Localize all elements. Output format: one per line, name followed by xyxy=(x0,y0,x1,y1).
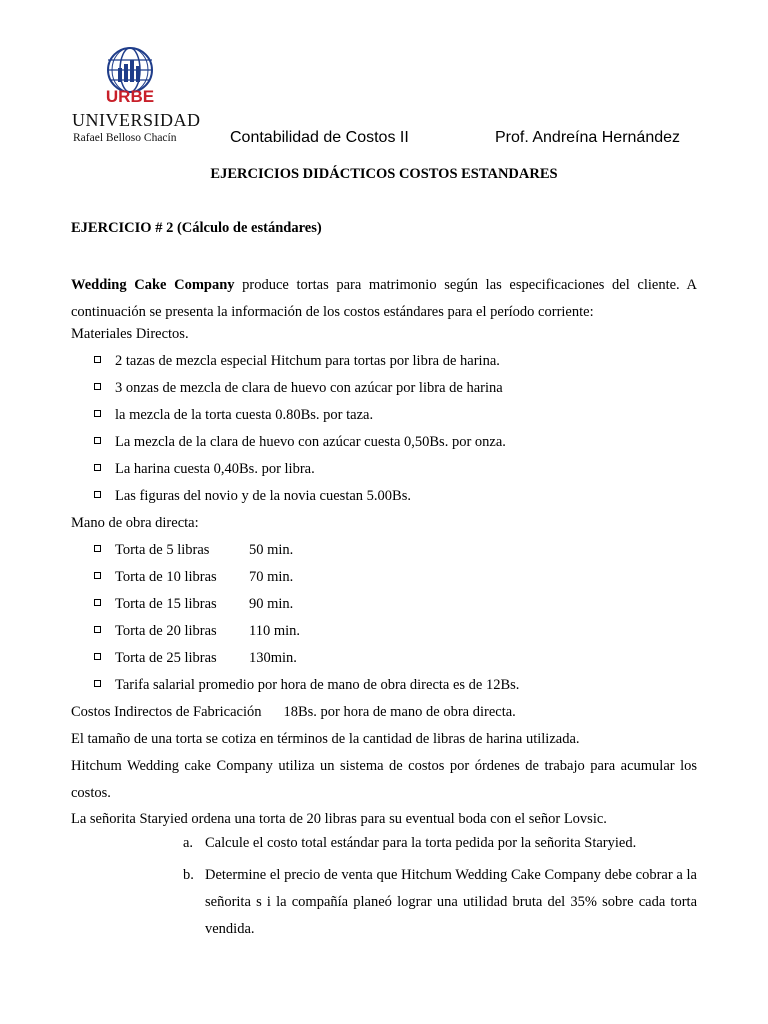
professor-name: Prof. Andreína Hernández xyxy=(495,129,681,146)
overhead-label: Costos Indirectos de Fabricación xyxy=(71,704,262,720)
labor-item: Torta de 25 libras 130min. xyxy=(94,650,297,667)
intro-text: produce tortas para matrimonio según las especificaciones del cliente. A continuación se presenta la información de los costos estándares para el período corriente: xyxy=(71,277,697,320)
square-bullet-icon xyxy=(94,464,101,471)
overhead-value: 18Bs. por hora de mano de obra directa. xyxy=(283,704,516,720)
company-name: Wedding Cake Company xyxy=(71,277,235,293)
document-header xyxy=(70,40,710,150)
labor-item: Torta de 5 libras 50 min. xyxy=(94,542,293,559)
logo-wordmark: UNIVERSIDAD xyxy=(72,110,201,130)
square-bullet-icon xyxy=(94,599,101,606)
intro-paragraph xyxy=(71,272,697,326)
labor-rate-item: Tarifa salarial promedio por hora de mano de obra directa es de 12Bs. xyxy=(94,677,519,694)
logo-subtitle: Rafael Belloso Chacín xyxy=(73,132,177,144)
university-logo xyxy=(70,40,201,150)
square-bullet-icon xyxy=(94,626,101,633)
labor-item: Torta de 10 libras 70 min. xyxy=(94,569,293,586)
globe-logo-icon xyxy=(98,46,162,110)
labor-item: Torta de 15 libras 90 min. xyxy=(94,596,293,613)
square-bullet-icon xyxy=(94,491,101,498)
order-note: La señorita Staryied ordena una torta de 20 libras para su eventual boda con el señor Lovsic. xyxy=(71,811,607,827)
labor-heading: Mano de obra directa: xyxy=(71,515,199,531)
question-b: b. Determine el precio de venta que Hitchum Wedding Cake Company debe cobrar a la señorita s i la compañía planeó lograr una utilidad bruta del 35% sobre cada torta vendida. xyxy=(183,867,697,937)
exercise-title: EJERCICIO # 2 (Cálculo de estándares) xyxy=(71,220,322,236)
list-item: la mezcla de la torta cuesta 0.80Bs. por taza. xyxy=(94,407,373,424)
square-bullet-icon xyxy=(94,356,101,363)
list-item: Las figuras del novio y de la novia cuestan 5.00Bs. xyxy=(94,488,411,505)
document-title: EJERCICIOS DIDÁCTICOS COSTOS ESTANDARES xyxy=(210,166,558,182)
square-bullet-icon xyxy=(94,383,101,390)
list-item: La harina cuesta 0,40Bs. por libra. xyxy=(94,461,315,478)
square-bullet-icon xyxy=(94,653,101,660)
logo-mark-text: URBE xyxy=(105,87,155,106)
overhead-line xyxy=(71,704,516,721)
system-note: Hitchum Wedding cake Company utiliza un sistema de costos por órdenes de trabajo para acumular los costos. xyxy=(71,758,697,801)
course-name: Contabilidad de Costos II xyxy=(230,129,409,146)
labor-item: Torta de 20 libras 110 min. xyxy=(94,623,300,640)
square-bullet-icon xyxy=(94,545,101,552)
question-a: a. Calcule el costo total estándar para la torta pedida por la señorita Staryied. xyxy=(183,835,637,851)
list-item: 2 tazas de mezcla especial Hitchum para tortas por libra de harina. xyxy=(94,353,500,370)
list-item: 3 onzas de mezcla de clara de huevo con azúcar por libra de harina xyxy=(94,380,503,397)
list-item: La mezcla de la clara de huevo con azúcar cuesta 0,50Bs. por onza. xyxy=(94,434,506,451)
square-bullet-icon xyxy=(94,437,101,444)
square-bullet-icon xyxy=(94,572,101,579)
materials-heading: Materiales Directos. xyxy=(71,326,189,342)
size-note: El tamaño de una torta se cotiza en términos de la cantidad de libras de harina utilizada. xyxy=(71,731,580,747)
square-bullet-icon xyxy=(94,410,101,417)
square-bullet-icon xyxy=(94,680,101,687)
